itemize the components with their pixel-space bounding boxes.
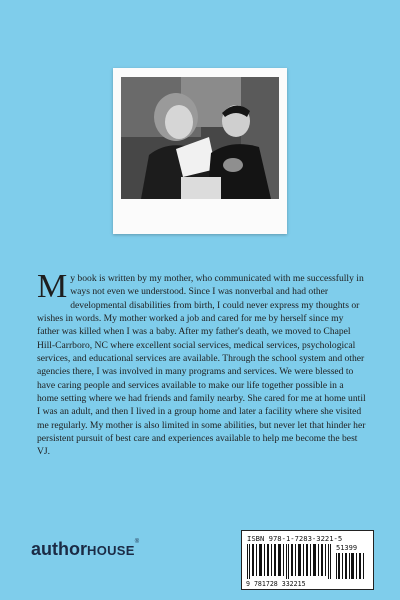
- blurb-text: y book is written by my mother, who communicated with me successfully in ways not even we understood. Since I was nonverbal and had other developmental disabilities from birth, I could never express my thoughts or wishes in words. My mother worked a job and cared for me by herself since my father was killed when I was a baby. After my father's death, we moved to Chapel Hill-Carrboro, NC where excellent social services, medical services, psychological services, and educational services are available. Through the school system and other agencies there, I was involved in many programs and services. We were blessed to have caring people and services available to make our life together possible in a home setting where we had friends and family nearby. She cared for me at home until I was an adult, and then I lived in a group home and later a facility where she visited me regularly. My mother is also limited in some abilities, but never let that hinder her persistent pursuit of best care and experiences available to help me become the best VJ.: [37, 273, 366, 458]
- isbn-barcode: [241, 530, 374, 590]
- drop-cap: M: [37, 268, 68, 305]
- barcode-number: 9 781728 332215: [246, 580, 306, 588]
- publisher-logo: [31, 539, 139, 560]
- price-code: 51399: [336, 544, 358, 552]
- blurb-paragraph: [37, 268, 367, 459]
- polaroid-frame: [113, 68, 287, 234]
- barcode-bars: [247, 544, 333, 579]
- logo-author: author: [31, 539, 87, 559]
- logo-registered: ®: [134, 539, 140, 545]
- price-barcode-bars: [336, 553, 366, 579]
- photo: [121, 77, 279, 199]
- logo-house: HOUSE: [87, 543, 135, 558]
- isbn-label: ISBN 978-1-7283-3221-5: [247, 534, 343, 543]
